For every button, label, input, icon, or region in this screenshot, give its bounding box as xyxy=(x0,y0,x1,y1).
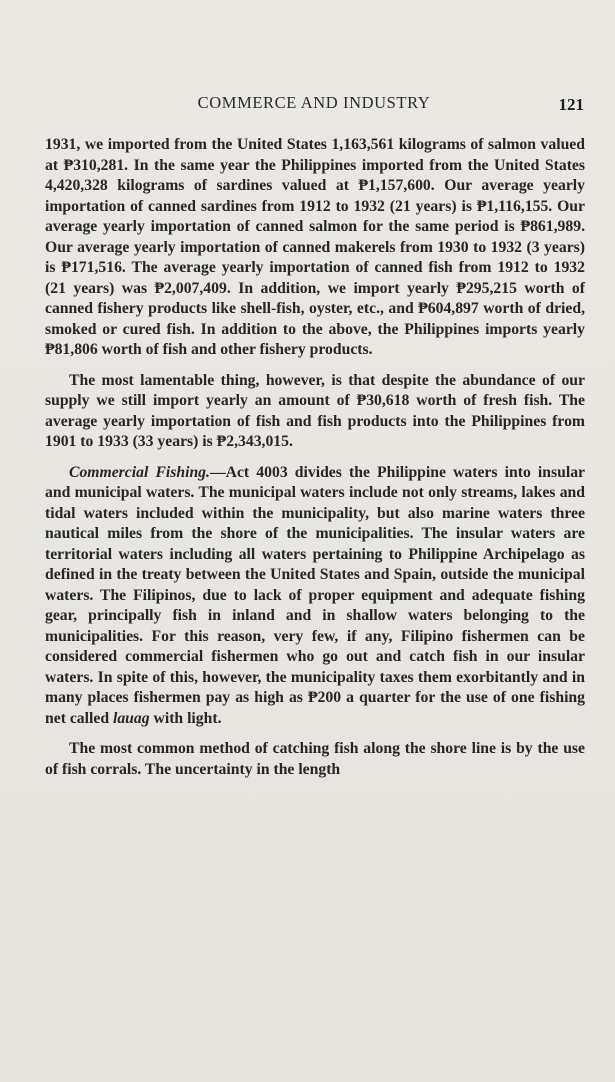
paragraph-commercial-fishing xyxy=(45,463,585,730)
term-lauag: lauag xyxy=(112,709,150,727)
paragraph-imports: 1931, we imported from the United States 1,163,561 kilograms of salmon valued at ₱310,281. In the same year the Philippines imported from the United States 4,420,328 kilograms of sardines valued at ₱1,157,600. Our average yearly importation of canned sardines from 1912 to 1932 (21 years) is ₱1,116,155. Our average yearly importation of canned salmon for the same period is ₱861,989. Our average yearly importation of canned makerels from 1930 to 1932 (3 years) is ₱171,516. The average yearly importation of canned fish from 1912 to 1932 (21 years) was ₱2,007,409. In addition, we import yearly ₱295,215 worth of canned fishery products like shell-fish, oyster, etc., and ₱604,897 worth of dried, smoked or cured fish. In addition to the above, the Philippines imports yearly ₱81,806 worth of fish and other fishery products. xyxy=(45,136,585,358)
page-number: 121 xyxy=(558,95,584,114)
paragraph-fresh-fish: The most lamentable thing, however, is that despite the abundance of our supply we still import yearly an amount of ₱30,618 worth of fresh fish. The average yearly importation of fish and fish products into the Philippines from 1901 to 1933 (33 years) is ₱2,343,015. xyxy=(45,371,585,450)
body-text xyxy=(45,135,585,780)
paragraph-fish-corrals: The most common method of catching fish along the shore line is by the use of fish corrals. The uncertainty in the length xyxy=(45,740,585,778)
page-header xyxy=(40,93,588,119)
running-title: COMMERCE AND INDUSTRY xyxy=(197,93,431,112)
paragraph-commercial-fishing-end: with light. xyxy=(149,709,222,727)
section-heading-commercial-fishing: Commercial Fishing. xyxy=(69,463,210,481)
paragraph-commercial-fishing-text: —Act 4003 divides the Philippine waters into insular and municipal waters. The municipal waters include not only streams, lakes and tidal waters included within the municipality, but also marine waters three nautical miles from the shore of the municipalities. The insular waters are territorial waters including all waters pertaining to Philippine Archipelago as defined in the treaty between the United States and Spain, outside the municipal waters. The Filipinos, due to lack of proper equipment and adequate fishing gear, principally fish in inland and in shallow waters belonging to the municipalities. For this reason, very few, if any, Filipino fishermen can be considered commercial fishermen who go out and catch fish in our insular waters. In spite of this, however, the municipality taxes them exorbitantly and in many places fishermen pay as high as ₱200 a quarter for the use of one fishing net called xyxy=(45,463,585,727)
